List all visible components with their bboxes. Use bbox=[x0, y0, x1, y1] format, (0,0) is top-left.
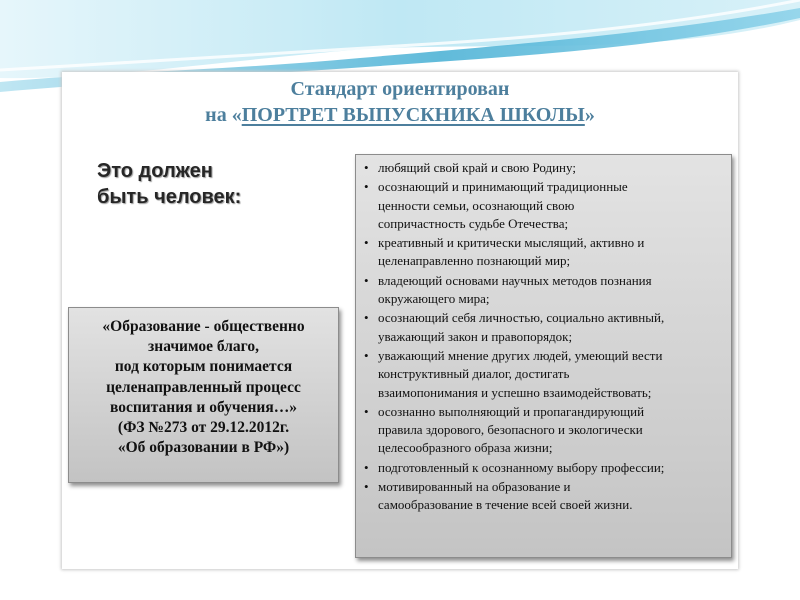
list-item-text: владеющий основами научных методов познания bbox=[378, 272, 652, 288]
slide-title-line-2 bbox=[62, 102, 738, 128]
list-item-text: взаимопонимания и успешно взаимодействовать; bbox=[378, 384, 652, 400]
list-item-text: окружающего мира; bbox=[378, 291, 490, 307]
list-item-text: подготовленный к осознанному выбору профессии; bbox=[378, 459, 665, 475]
bullet-icon: • bbox=[364, 347, 369, 363]
list-item-text: целесообразного образа жизни; bbox=[378, 440, 553, 456]
title-suffix: » bbox=[584, 104, 595, 126]
bullet-icon: • bbox=[364, 310, 369, 326]
list-item-text: креативный и критически мыслящий, активно и bbox=[378, 235, 645, 251]
list-item bbox=[364, 347, 725, 402]
quote-line: «Об образовании в РФ») bbox=[117, 439, 290, 457]
list-item bbox=[364, 178, 725, 233]
list-item bbox=[364, 272, 725, 309]
lead-heading bbox=[97, 158, 241, 210]
list-item bbox=[364, 403, 725, 458]
list-item-text: осознающий и принимающий традиционные bbox=[378, 179, 628, 195]
bullet-icon: • bbox=[364, 235, 369, 251]
quote-line: целенаправленный процесс bbox=[106, 378, 301, 396]
slide-title-line-1: Стандарт ориентирован bbox=[290, 78, 510, 100]
bullet-icon: • bbox=[364, 479, 369, 495]
list-item-text: мотивированный на образование и bbox=[378, 479, 571, 495]
list-item bbox=[364, 478, 725, 515]
list-item-text: сопричастность судьбе Отечества; bbox=[378, 215, 569, 231]
list-item-text: уважающий мнение других людей, умеющий вести bbox=[378, 347, 663, 363]
quote-line: воспитания и обучения…» bbox=[109, 398, 297, 416]
quote-line: «Образование - общественно bbox=[102, 318, 305, 335]
list-item-text: ценности семьи, осознающий свою bbox=[378, 197, 575, 213]
list-item-text: конструктивный диалог, достигать bbox=[378, 366, 570, 382]
list-item bbox=[364, 234, 725, 271]
quote-line: (ФЗ №273 от 29.12.2012г. bbox=[117, 419, 290, 437]
bullet-icon: • bbox=[364, 403, 369, 419]
list-item-text: осознающий себя личностью, социально активный, bbox=[378, 310, 665, 326]
list-item bbox=[364, 309, 725, 346]
list-item-text: осознанно выполняющий и пропагандирующий bbox=[378, 403, 645, 419]
law-quote-box bbox=[68, 307, 339, 483]
lead-line-2: быть человек: bbox=[97, 186, 242, 208]
bullet-icon: • bbox=[364, 160, 369, 175]
quote-line: под которым понимается bbox=[114, 358, 293, 376]
graduate-traits-box bbox=[355, 154, 732, 558]
list-item-text: целенаправленно познающий мир; bbox=[378, 253, 571, 269]
bullet-icon: • bbox=[364, 459, 369, 475]
list-item bbox=[364, 459, 725, 477]
lead-line-1: Это должен bbox=[97, 160, 213, 182]
quote-line: значимое благо, bbox=[148, 338, 259, 356]
bullet-icon: • bbox=[364, 179, 369, 195]
title-prefix: на « bbox=[205, 104, 242, 126]
list-item-text: самообразование в течение всей своей жизни. bbox=[378, 497, 633, 513]
list-item bbox=[364, 159, 725, 177]
list-item-text: любящий свой край и свою Родину; bbox=[378, 160, 576, 175]
slide-title bbox=[62, 76, 738, 128]
bullet-icon: • bbox=[364, 272, 369, 288]
title-underlined-portrait: ПОРТРЕТ ВЫПУСКНИКА ШКОЛЫ bbox=[241, 104, 585, 126]
list-item-text: уважающий закон и правопорядок; bbox=[378, 328, 573, 344]
list-item-text: правила здорового, безопасного и экологически bbox=[378, 422, 643, 438]
graduate-traits-list bbox=[364, 159, 725, 515]
